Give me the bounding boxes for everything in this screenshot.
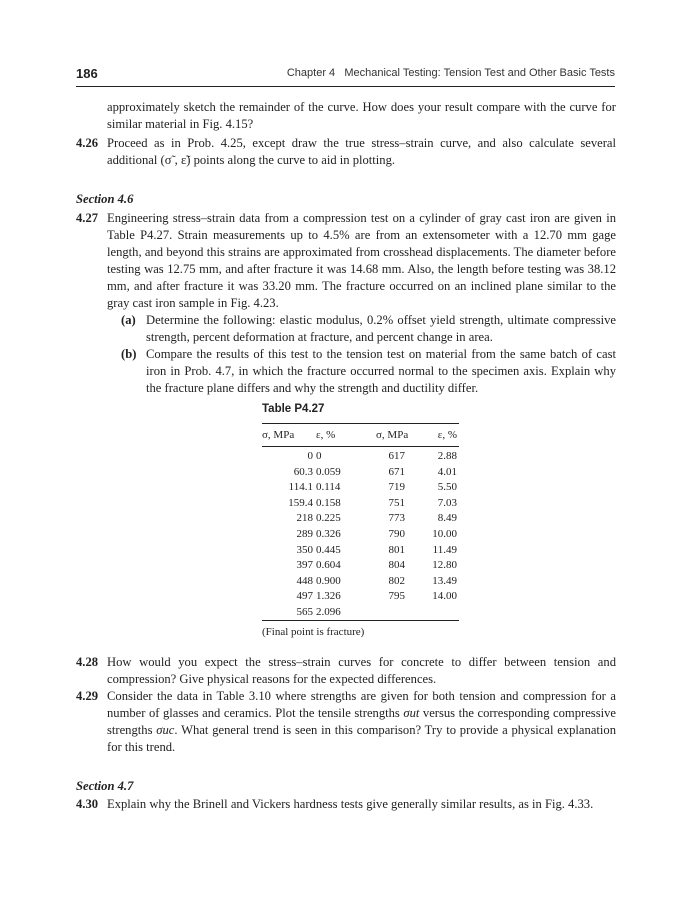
problem-number: 4.27 xyxy=(76,211,99,225)
problem-text: Proceed as in Prob. 4.25, except draw the true stress–strain curve, and also calculate several additional (σ̃ , ε̃) points along the curve to aid in plotting. xyxy=(107,136,616,167)
problem-number: 4.28 xyxy=(76,655,99,669)
table-cell: 5.50 xyxy=(437,481,457,494)
table-cell: 497 xyxy=(296,590,313,603)
problem-4-29 xyxy=(76,688,616,756)
table-cell: 617 xyxy=(388,450,405,462)
table-cell: 0.326 xyxy=(316,527,341,540)
table-row xyxy=(262,481,459,497)
table-cell: 0.158 xyxy=(316,496,341,509)
problem-text xyxy=(107,688,616,756)
problem-4-27-part-a xyxy=(121,312,616,346)
table-cell: 0.225 xyxy=(316,512,341,525)
table-top-rule xyxy=(262,423,459,424)
continuation-text: approximately sketch the remainder of the curve. How does your result compare with the curve for similar material in Fig. 4.15? xyxy=(107,100,616,131)
table-cell: 7.03 xyxy=(437,496,457,509)
table-caption: Table P4.27 xyxy=(262,403,325,415)
table-cell: 2.096 xyxy=(316,605,341,618)
table-cell: 0.445 xyxy=(316,543,341,556)
table-row xyxy=(262,450,459,466)
table-cell: 2.88 xyxy=(437,450,457,462)
table-cell: 448 xyxy=(296,574,313,587)
table-cell: 0 xyxy=(307,450,313,462)
header-cell: σ, MPa xyxy=(376,429,409,441)
table-cell: 0.604 xyxy=(316,559,341,572)
table-bottom-rule xyxy=(262,620,459,621)
table-row xyxy=(262,590,459,606)
page-header xyxy=(76,66,615,84)
text-part-2: versus the corresponding compressive strengths xyxy=(107,706,616,737)
symbol-sigma-ut: σut xyxy=(403,706,420,720)
table-cell: 565 xyxy=(296,605,313,618)
table-row xyxy=(262,544,459,560)
table-cell: 671 xyxy=(388,465,405,478)
table-row xyxy=(262,528,459,544)
table-cell: 13.49 xyxy=(432,574,457,587)
text-part-1: Consider the data in Table 3.10 where strengths are given for both tension and compression for a number of glasses and ceramics. Plot the tensile strengths xyxy=(107,689,616,720)
table-cell: 218 xyxy=(296,512,313,525)
table-cell: 289 xyxy=(296,527,313,540)
header-cell: σ, MPa xyxy=(262,429,295,441)
problem-number: 4.30 xyxy=(76,797,99,811)
table-cell: 8.49 xyxy=(437,512,457,525)
table-header-rule xyxy=(262,446,459,447)
table-cell: 4.01 xyxy=(437,465,457,478)
problem-text: How would you expect the stress–strain curves for concrete to differ between tension and compression? Give physical reasons for the expected differences. xyxy=(107,655,616,686)
table-cell: 0 xyxy=(316,450,322,462)
table-cell: 790 xyxy=(388,527,405,540)
problem-4-28 xyxy=(76,654,616,688)
table-cell: 350 xyxy=(296,543,313,556)
table-row xyxy=(262,466,459,482)
table-cell: 773 xyxy=(388,512,405,525)
table-cell: 10.00 xyxy=(432,527,457,540)
symbol-sigma-uc: σuc xyxy=(156,723,175,737)
problem-number: 4.26 xyxy=(76,136,99,150)
problem-4-30 xyxy=(76,796,616,813)
table-cell: 0.114 xyxy=(316,481,341,494)
table-header xyxy=(262,429,459,445)
part-text: Determine the following: elastic modulus, 0.2% offset yield strength, ultimate compressive strength, percent deformation at fracture, and percent change in area. xyxy=(146,313,616,344)
table-cell: 801 xyxy=(388,543,405,556)
table-cell: 1.326 xyxy=(316,590,341,603)
table-cell: 795 xyxy=(388,590,405,603)
table-cell: 60.3 xyxy=(293,465,313,478)
header-cell: ε, % xyxy=(437,429,457,441)
table-body xyxy=(262,450,459,622)
running-head: Chapter 4 Mechanical Testing: Tension Test and Other Basic Tests xyxy=(286,67,615,79)
table-row xyxy=(262,497,459,513)
section-heading-4-7: Section 4.7 xyxy=(76,779,134,793)
table-row xyxy=(262,559,459,575)
table-cell: 397 xyxy=(296,559,313,572)
table-cell: 0.900 xyxy=(316,574,341,587)
header-cell: ε, % xyxy=(316,429,336,441)
section-heading-4-6: Section 4.6 xyxy=(76,192,134,206)
table-cell: 114.1 xyxy=(288,481,313,494)
table-row xyxy=(262,575,459,591)
table-row xyxy=(262,512,459,528)
header-rule xyxy=(76,86,615,87)
part-label: (a) xyxy=(121,313,136,327)
problem-4-27-part-b xyxy=(121,346,616,397)
table-cell: 802 xyxy=(388,574,405,587)
problem-4-26 xyxy=(76,135,616,169)
problem-text: Explain why the Brinell and Vickers hardness tests give generally similar results, as in Fig. 4.33. xyxy=(107,797,594,811)
table-cell: 804 xyxy=(388,559,405,572)
table-cell: 159.4 xyxy=(288,496,313,509)
part-label: (b) xyxy=(121,347,137,361)
part-text: Compare the results of this test to the tension test on material from the same batch of cast iron in Prob. 4.7, in which the fracture occurred normal to the specimen axis. Explain why the fracture plane differs and why the strength and ductility differ. xyxy=(146,347,616,395)
table-cell: 751 xyxy=(388,496,405,509)
text-part-3: . What general trend is seen in this comparison? Try to provide a physical explanation for this trend. xyxy=(107,723,616,754)
problem-text: Engineering stress–strain data from a compression test on a cylinder of gray cast iron are given in Table P4.27. Strain measurements up to 4.5% are from an extensometer with a 12.70 mm gage length, and beyond this strains are approximated from crosshead displacements. The diameter before testing was 12.75 mm, and after fracture it was 14.68 mm. Also, the length before testing was 38.12 mm, and after fracture it was 33.20 mm. The fracture occurred on an inclined plane similar to the gray cast iron sample in Fig. 4.23. xyxy=(107,211,616,310)
table-cell: 14.00 xyxy=(432,590,457,603)
problem-4-27 xyxy=(76,210,616,312)
table-footnote: (Final point is fracture) xyxy=(262,626,365,638)
table-cell: 719 xyxy=(388,481,405,494)
table-cell: 11.49 xyxy=(432,543,457,556)
problem-number: 4.29 xyxy=(76,689,99,703)
table-cell: 0.059 xyxy=(316,465,341,478)
page-number: 186 xyxy=(76,66,98,81)
table-cell: 12.80 xyxy=(432,559,457,572)
continuation-paragraph xyxy=(107,99,616,133)
